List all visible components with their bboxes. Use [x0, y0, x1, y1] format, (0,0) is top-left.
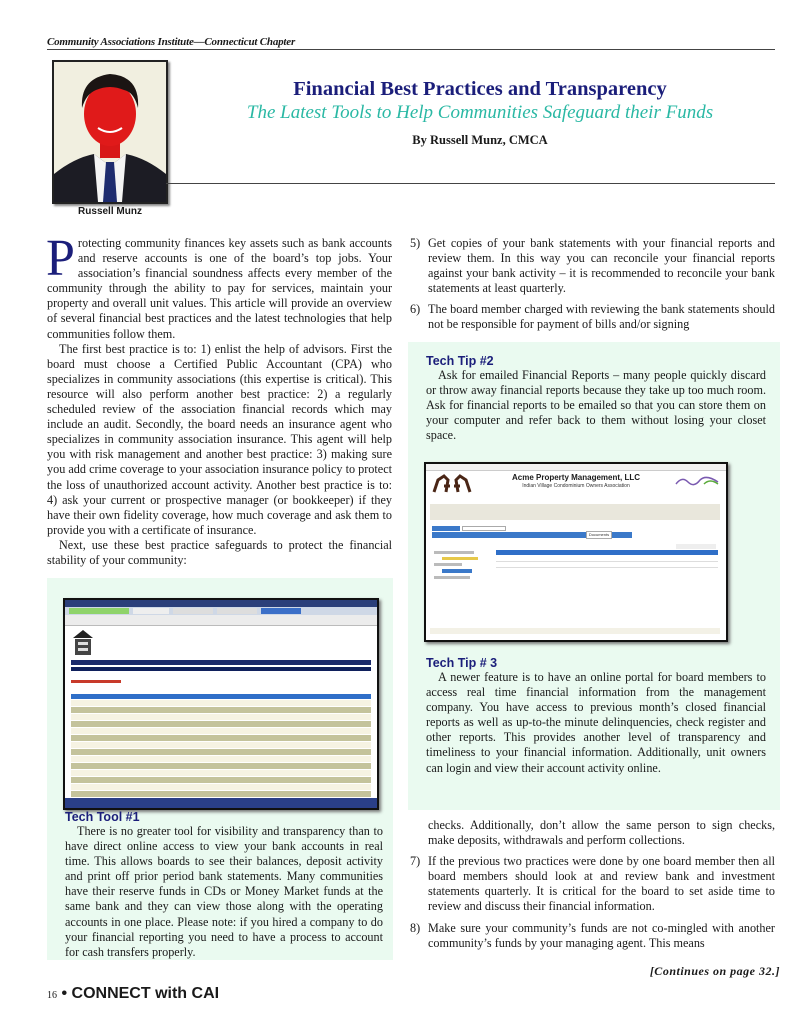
item-6-continuation: checks. Additionally, don’t allow the same person to sign checks, make deposits, withdrawals and perform collections.	[428, 818, 775, 848]
browser-titlebar	[65, 600, 377, 607]
portal-brand-logo	[674, 474, 720, 488]
running-head: Community Associations Institute—Connecticut Chapter	[47, 36, 775, 50]
right-column-bottom	[410, 818, 775, 957]
page-footer	[47, 985, 219, 1003]
right-column-top	[410, 236, 775, 339]
accounts-table	[71, 700, 371, 798]
tech-tool-1-body: There is no greater tool for visibility and transparency than to have direct online access to view your bank accounts in real time. This allows boards to see their balances, deposit activity and print off prior period bank statements. Many communities have their reserve funds in CDs or Money Market funds at the same bank and they can view those along with the operating accounts in one place. Please note: if you hired a company to do your financial reporting you need to have a process to account for cash transfers properly.	[65, 824, 383, 959]
item-number: 7)	[410, 854, 421, 869]
portal-user-bar	[430, 504, 720, 520]
accounts-table-header	[71, 694, 371, 699]
portal-folder-tree	[434, 548, 490, 588]
tech-tip-3-content	[426, 656, 766, 776]
item-text: Get copies of your bank statements with your financial reports and review them. In this way you can reconcile your financial reports against your bank activity – it is recommended to reconcile your bank statements at least quarterly.	[428, 236, 775, 296]
tech-tool-1-content	[65, 810, 383, 960]
tech-tool-1-heading: Tech Tool #1	[65, 810, 140, 824]
left-column	[46, 230, 392, 568]
article-title: Financial Best Practices and Transparency	[293, 78, 667, 100]
refresh-button[interactable]	[676, 544, 716, 549]
item-number: 5)	[410, 236, 421, 250]
portal-association-name: Indian Village Condominium Owners Association	[522, 483, 630, 489]
tech-tip-2-content	[426, 354, 766, 443]
intro-text: rotecting community finances key assets such as bank accounts and reserve accounts is one of the board’s top jobs. Your association’s financial soundness affects every member of the community through the ability to pay for services, maintain your property and overall unit values. This article will provide an overview of several financial best practices and the latest technologies that help communities follow them.	[47, 236, 392, 341]
drop-cap: P	[46, 230, 75, 287]
bank-logo	[73, 630, 93, 656]
portal-screenshot	[424, 462, 728, 642]
windows-taskbar	[65, 798, 377, 808]
tech-tip-3-heading: Tech Tip # 3	[426, 656, 498, 670]
tech-tips-box	[408, 342, 780, 810]
publication-name: CONNECT with CAI	[71, 985, 220, 1002]
practice-item-7	[410, 854, 775, 914]
browser-toolbar	[65, 615, 377, 626]
browser-toolbar	[426, 464, 726, 471]
bank-alert-text	[71, 680, 121, 683]
tech-tool-1-box	[47, 578, 393, 960]
bank-nav-bar	[71, 660, 371, 665]
tech-tip-3-body: A newer feature is to have an online portal for board members to access real time financial information from the management company. You have access to previous month’s closed financial reports as well as up-to-the minute delinquencies, check register and other reports. This provides another level of transparency and timeliness to your financial information. Additionally, unit owners can login and view their account activity online.	[426, 670, 766, 775]
portal-tab-board[interactable]	[462, 526, 506, 531]
portal-tab-owner[interactable]	[432, 526, 460, 531]
header-divider	[166, 183, 775, 184]
portal-footer	[430, 628, 720, 634]
item-text: Make sure your community’s funds are not co-mingled with another community’s funds by your managing agent. This means	[428, 920, 775, 950]
intro-paragraph	[46, 230, 392, 342]
author-photo	[52, 60, 168, 204]
item-text: The board member charged with reviewing the bank statements should not be responsible for payment of bills and/or signing	[428, 302, 775, 332]
item-text: If the previous two practices were done by one board member then all board members should look at and review bank and investment statements quarterly. It is critical for the board to set aside time to review and discuss their financial information.	[428, 854, 775, 914]
practice-item-8	[410, 921, 775, 951]
article-subtitle: The Latest Tools to Help Communities Safeguard their Funds	[246, 102, 714, 123]
item-number: 6)	[410, 302, 421, 317]
portal-company-name: Acme Property Management, LLC	[511, 473, 641, 482]
author-portrait-image	[54, 62, 166, 202]
safeguards-intro-paragraph: Next, use these best practice safeguards to protect the financial stability of your community:	[47, 537, 392, 567]
page-number: 16	[47, 990, 57, 1001]
item-number: 8)	[410, 920, 421, 935]
best-practices-paragraph: The first best practice is to: 1) enlist the help of advisors. First the board must choose a Certified Public Accountant (CPA) who specializes in community associations (this expertise is critical). This resource will also perform another best practice: 2) a regularly scheduled review of the association financial records which may include an audit. Secondly, the board needs an insurance agent who specializes in community association insurance. This agent will help you with risk management and another best practice: 3) making sure you add crime coverage to your association insurance policy to protect the loss of unauthorized account activity. Another best practice is to: 4) ask your current or prospective manager (or bookkeeper) if they have their own fidelity coverage, how much coverage and ask them to provide you with a certificate of insurance.	[47, 341, 392, 537]
tech-tip-2-body: Ask for emailed Financial Reports – many people quickly discard or throw away financial reports because they take up too much room. Ask for financial reports to be emailed so that you can store them on your computer and refer back to them without losing your closet space.	[426, 368, 766, 443]
continues-note: [Continues on page 32.]	[649, 964, 780, 978]
bank-website-screenshot	[63, 598, 379, 810]
bank-subnav-bar	[71, 667, 371, 671]
footer-bullet: •	[61, 985, 68, 1002]
portal-tab-documents[interactable]: Documents	[586, 531, 612, 539]
documents-table-header	[496, 550, 718, 555]
browser-tabs	[65, 607, 377, 615]
practice-item-6	[410, 302, 775, 332]
horse-logo	[432, 472, 472, 494]
practice-item-5	[410, 236, 775, 296]
photo-caption: Russell Munz	[78, 206, 142, 217]
document-row[interactable]	[496, 562, 718, 568]
byline: By Russell Munz, CMCA	[412, 133, 548, 147]
tech-tip-2-heading: Tech Tip #2	[426, 354, 494, 368]
